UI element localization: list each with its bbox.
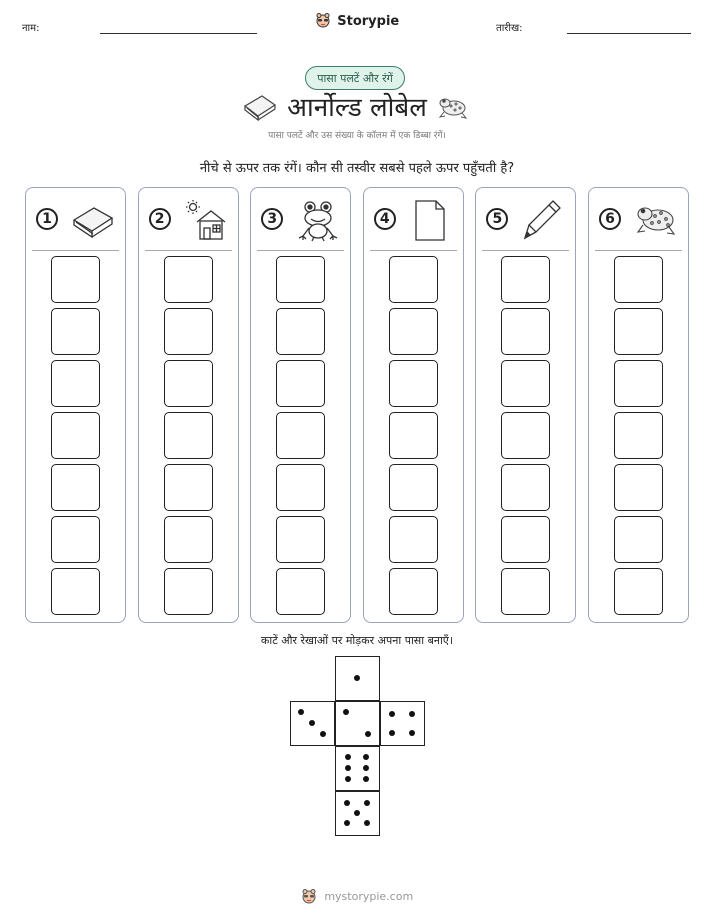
color-box[interactable] — [389, 412, 438, 459]
color-box[interactable] — [501, 516, 550, 563]
column-3 — [250, 187, 351, 623]
color-box[interactable] — [164, 256, 213, 303]
dice-face-6 — [335, 746, 380, 791]
column-number: 2 — [149, 208, 171, 230]
color-box[interactable] — [276, 256, 325, 303]
instruction: नीचे से ऊपर तक रंगें। कौन सी तस्वीर सबसे पहले ऊपर पहुँचती है? — [199, 161, 515, 176]
cut-instruction: काटें और रेखाओं पर मोड़कर अपना पासा बनाएँ। — [260, 634, 454, 647]
brand — [0, 12, 714, 29]
color-box[interactable] — [164, 308, 213, 355]
dice-face-1 — [335, 656, 380, 701]
paper-icon — [408, 198, 454, 242]
name-label: नाम: — [22, 23, 40, 34]
color-box[interactable] — [276, 516, 325, 563]
color-box[interactable] — [276, 308, 325, 355]
color-box[interactable] — [501, 464, 550, 511]
column-4 — [363, 187, 464, 623]
column-number: 1 — [36, 208, 58, 230]
dice-net — [290, 656, 426, 836]
page-title: आर्नोल्ड लोबेल — [287, 93, 427, 123]
color-box[interactable] — [614, 516, 663, 563]
color-box[interactable] — [51, 256, 100, 303]
columns-grid — [25, 187, 689, 623]
color-box[interactable] — [51, 412, 100, 459]
color-box[interactable] — [389, 516, 438, 563]
column-number: 4 — [374, 208, 396, 230]
color-box[interactable] — [164, 360, 213, 407]
storypie-logo-icon — [315, 12, 331, 28]
subtitle: पासा पलटें और उस संख्या के कॉलम में एक डिब्बा रंगें। — [268, 131, 446, 141]
column-1 — [25, 187, 126, 623]
footer — [0, 888, 714, 904]
color-box[interactable] — [389, 568, 438, 615]
color-box[interactable] — [614, 308, 663, 355]
color-box[interactable] — [389, 256, 438, 303]
color-box[interactable] — [276, 360, 325, 407]
color-box[interactable] — [614, 568, 663, 615]
color-box[interactable] — [51, 568, 100, 615]
color-box[interactable] — [501, 256, 550, 303]
column-number: 5 — [486, 208, 508, 230]
frog-icon — [295, 198, 341, 242]
color-box[interactable] — [164, 516, 213, 563]
column-number: 3 — [261, 208, 283, 230]
color-box[interactable] — [164, 464, 213, 511]
dice-face-3 — [290, 701, 335, 746]
color-box[interactable] — [276, 464, 325, 511]
date-line — [567, 33, 691, 34]
book-icon — [70, 198, 116, 242]
pencil-icon — [520, 198, 566, 242]
color-box[interactable] — [51, 464, 100, 511]
color-box[interactable] — [164, 568, 213, 615]
toad-icon — [633, 198, 679, 242]
dice-face-2 — [335, 701, 380, 746]
color-box[interactable] — [276, 412, 325, 459]
brand-name: Storypie — [337, 14, 400, 29]
column-5 — [475, 187, 576, 623]
dice-face-4 — [380, 701, 425, 746]
color-box[interactable] — [614, 256, 663, 303]
color-box[interactable] — [501, 568, 550, 615]
color-box[interactable] — [389, 308, 438, 355]
color-box[interactable] — [501, 412, 550, 459]
dice-face-5 — [335, 791, 380, 836]
footer-link[interactable]: mystorypie.com — [324, 890, 414, 903]
house-icon — [183, 198, 229, 242]
color-box[interactable] — [164, 412, 213, 459]
storypie-logo-icon — [301, 888, 317, 904]
color-box[interactable] — [501, 360, 550, 407]
color-box[interactable] — [614, 412, 663, 459]
color-box[interactable] — [614, 464, 663, 511]
column-6 — [588, 187, 689, 623]
date-label: तारीख: — [496, 23, 523, 34]
color-box[interactable] — [501, 308, 550, 355]
color-box[interactable] — [389, 464, 438, 511]
column-number: 6 — [599, 208, 621, 230]
name-line — [100, 33, 257, 34]
color-box[interactable] — [614, 360, 663, 407]
color-box[interactable] — [276, 568, 325, 615]
color-box[interactable] — [51, 516, 100, 563]
activity-tag: पासा पलटें और रंगें — [305, 66, 405, 90]
color-box[interactable] — [389, 360, 438, 407]
toad-icon — [436, 94, 470, 120]
color-box[interactable] — [51, 360, 100, 407]
column-2 — [138, 187, 239, 623]
color-box[interactable] — [51, 308, 100, 355]
